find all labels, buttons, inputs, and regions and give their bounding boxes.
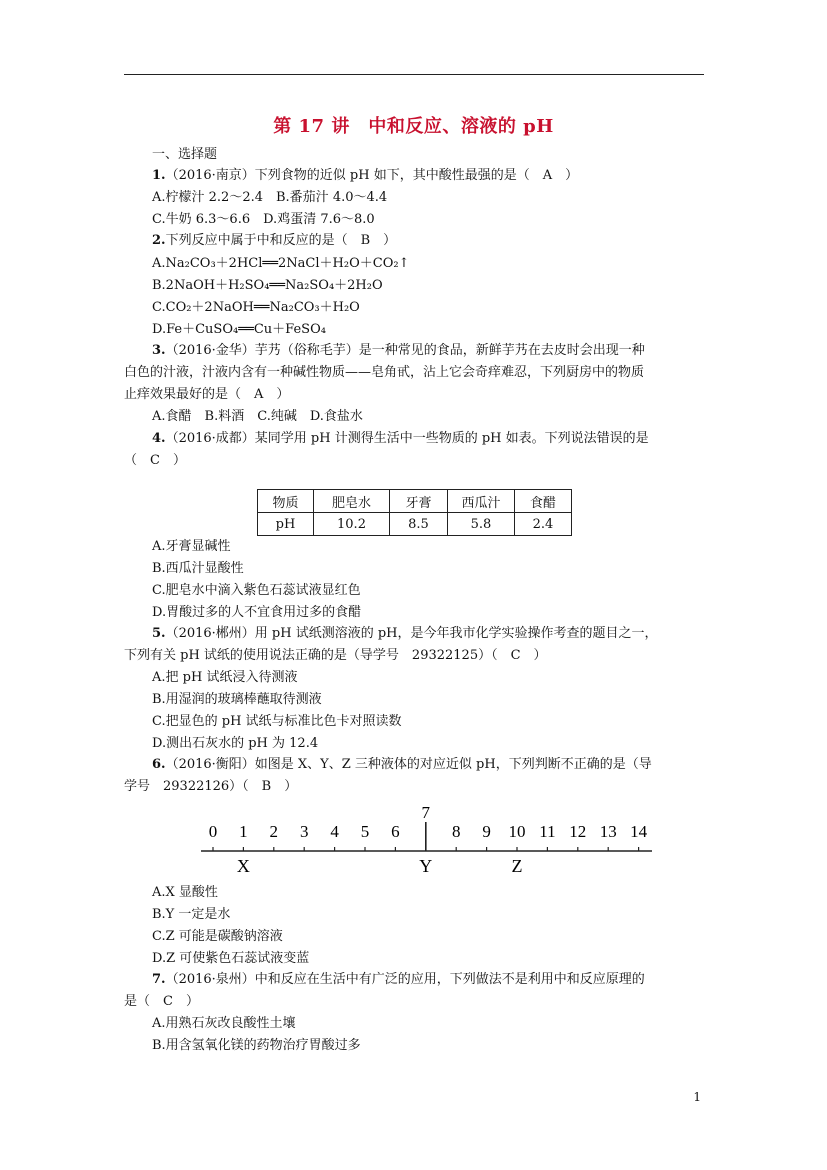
table-cell: 物质 bbox=[258, 490, 314, 513]
scale-number: 4 bbox=[330, 822, 339, 841]
q3-options: A.食醋 B.料酒 C.纯碱 D.食盐水 bbox=[152, 409, 363, 424]
table-cell: 肥皂水 bbox=[314, 490, 390, 513]
q2-option-d: D.Fe＋CuSO₄══Cu＋FeSO₄ bbox=[152, 322, 326, 337]
question-number: 7. bbox=[152, 972, 166, 987]
scale-number: 11 bbox=[539, 822, 556, 841]
header-rule bbox=[124, 74, 704, 75]
page-number: 1 bbox=[693, 1090, 701, 1104]
q4-option-b: B.西瓜汁显酸性 bbox=[152, 561, 244, 576]
q6-option-d: D.Z 可使紫色石蕊试液变蓝 bbox=[152, 951, 310, 966]
scale-number: 14 bbox=[630, 822, 648, 841]
question-2 bbox=[152, 233, 396, 249]
q5-option-b: B.用湿润的玻璃棒蘸取待测液 bbox=[152, 692, 322, 707]
q4-option-c: C.肥皂水中滴入紫色石蕊试液显红色 bbox=[152, 583, 361, 598]
question-stem: （2016·郴州）用 pH 试纸测溶液的 pH，是今年我市化学实验操作考查的题目之一， bbox=[165, 626, 658, 641]
q4-option-a: A.牙膏显碱性 bbox=[152, 539, 231, 554]
scale-number: 6 bbox=[391, 822, 400, 841]
scale-marker-y: Y bbox=[419, 856, 433, 876]
page-title: 第 17 讲 中和反应、溶液的 pH bbox=[273, 116, 554, 137]
scale-number: 13 bbox=[599, 822, 617, 841]
table-cell: 5.8 bbox=[448, 513, 515, 536]
q7-stem-line-2: 是（ C ） bbox=[124, 994, 199, 1009]
section-heading: 一、选择题 bbox=[152, 147, 218, 162]
scale-marker-z: Z bbox=[511, 856, 523, 876]
q4-stem-line-2: （ C ） bbox=[124, 453, 186, 468]
scale-number: 8 bbox=[451, 822, 461, 841]
scale-number: 12 bbox=[569, 822, 587, 841]
ph-table bbox=[257, 489, 572, 536]
ph-scale-diagram bbox=[195, 800, 655, 878]
question-4 bbox=[152, 431, 649, 447]
q6-option-b: B.Y 一定是水 bbox=[152, 907, 231, 922]
table-cell: 2.4 bbox=[515, 513, 572, 536]
q5-option-c: C.把显色的 pH 试纸与标准比色卡对照读数 bbox=[152, 714, 402, 729]
question-stem: 下列反应中属于中和反应的是（ B ） bbox=[165, 233, 397, 248]
question-5 bbox=[152, 626, 658, 642]
q5-option-d: D.测出石灰水的 pH 为 12.4 bbox=[152, 736, 319, 751]
scale-marker-x: X bbox=[236, 856, 250, 876]
q5-stem-line-2: 下列有关 pH 试纸的使用说法正确的是（导学号 29322125）（ C ） bbox=[124, 648, 547, 663]
q6-option-a: A.X 显酸性 bbox=[152, 885, 218, 900]
question-number: 3. bbox=[152, 343, 166, 358]
table-cell: 牙膏 bbox=[390, 490, 448, 513]
q1-options-cd: C.牛奶 6.3～6.6 D.鸡蛋清 7.6～8.0 bbox=[152, 212, 375, 227]
question-number: 6. bbox=[152, 757, 166, 772]
table-row bbox=[258, 513, 572, 536]
question-number: 2. bbox=[152, 233, 166, 248]
question-stem: （2016·衡阳）如图是 X、Y、Z 三种液体的对应近似 pH，下列判断不正确的是（导 bbox=[165, 757, 652, 772]
question-stem: （2016·南京）下列食物的近似 pH 如下，其中酸性最强的是（ A ） bbox=[165, 168, 579, 183]
scale-number: 0 bbox=[208, 822, 218, 841]
question-stem: （2016·成都）某同学用 pH 计测得生活中一些物质的 pH 如表。下列说法错误的是 bbox=[165, 431, 649, 446]
scale-number: 9 bbox=[482, 822, 491, 841]
table-row bbox=[258, 490, 572, 513]
question-3 bbox=[152, 343, 645, 359]
q6-option-c: C.Z 可能是碳酸钠溶液 bbox=[152, 929, 283, 944]
scale-number: 3 bbox=[299, 822, 309, 841]
table-cell: 8.5 bbox=[390, 513, 448, 536]
table-cell: 西瓜汁 bbox=[448, 490, 515, 513]
scale-number: 5 bbox=[360, 822, 370, 841]
q2-option-c: C.CO₂＋2NaOH══Na₂CO₃＋H₂O bbox=[152, 300, 360, 315]
q4-option-d: D.胃酸过多的人不宜食用过多的食醋 bbox=[152, 605, 362, 620]
q1-options-ab: A.柠檬汁 2.2～2.4 B.番茄汁 4.0～4.4 bbox=[152, 190, 388, 205]
q5-option-a: A.把 pH 试纸浸入待测液 bbox=[152, 670, 298, 685]
q2-option-b: B.2NaOH＋H₂SO₄══Na₂SO₄＋2H₂O bbox=[152, 278, 383, 293]
scale-number: 10 bbox=[508, 822, 526, 841]
q3-stem-line-3: 止痒效果最好的是（ A ） bbox=[124, 387, 290, 402]
q6-stem-line-2: 学号 29322126）（ B ） bbox=[124, 779, 298, 794]
scale-number: 2 bbox=[269, 822, 279, 841]
question-number: 5. bbox=[152, 626, 166, 641]
table-cell: pH bbox=[258, 513, 314, 536]
q7-option-a: A.用熟石灰改良酸性土壤 bbox=[152, 1016, 296, 1031]
question-stem: （2016·泉州）中和反应在生活中有广泛的应用，下列做法不是利用中和反应原理的 bbox=[165, 972, 645, 987]
question-number: 1. bbox=[152, 168, 166, 183]
scale-number: 1 bbox=[239, 822, 248, 841]
question-number: 4. bbox=[152, 431, 166, 446]
question-6 bbox=[152, 757, 652, 773]
q2-option-a: A.Na₂CO₃＋2HCl══2NaCl＋H₂O＋CO₂↑ bbox=[152, 256, 410, 271]
q7-option-b: B.用含氢氧化镁的药物治疗胃酸过多 bbox=[152, 1038, 361, 1053]
question-stem: （2016·金华）芋艿（俗称毛芋）是一种常见的食品，新鲜芋艿在去皮时会出现一种 bbox=[165, 343, 645, 358]
question-1 bbox=[152, 168, 578, 184]
q3-stem-line-2: 白色的汁液，汁液内含有一种碱性物质——皂角甙，沾上它会奇痒难忍，下列厨房中的物质 bbox=[124, 365, 645, 380]
table-cell: 10.2 bbox=[314, 513, 390, 536]
table-cell: 食醋 bbox=[515, 490, 572, 513]
question-7 bbox=[152, 972, 645, 988]
scale-number: 7 bbox=[421, 803, 431, 822]
